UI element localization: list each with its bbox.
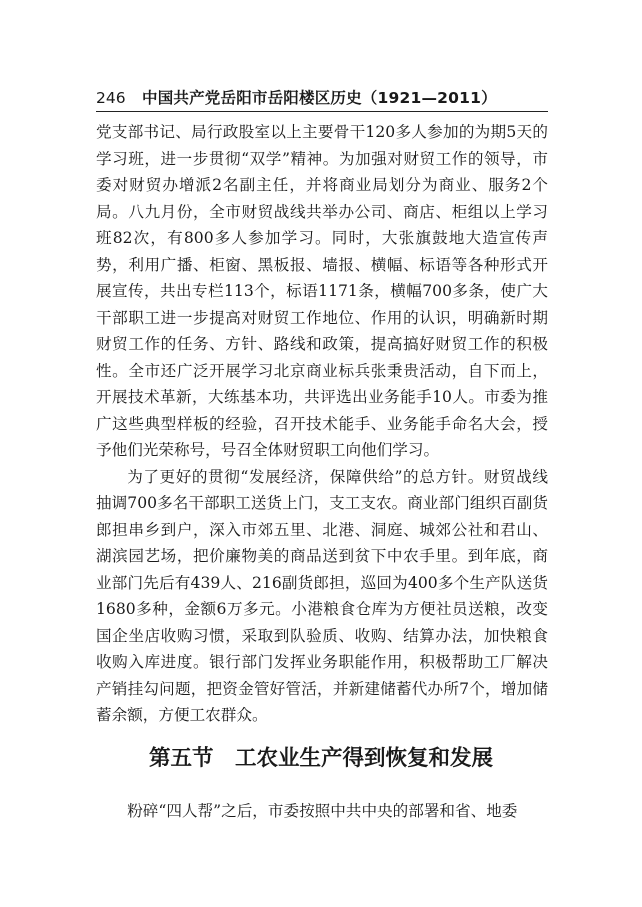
section-heading: 第五节 工农业生产得到恢复和发展 — [148, 746, 493, 771]
paragraph: 为了更好的贯彻“发展经济，保障供给”的总方针。财贸战线抽调700多名干部职工送货上门，支工支农。商业部门组织百副货郎担串乡到户，深入市郊五里、北港、洞庭、城郊公社和君山、湖滨园艺场，把价廉物美的商品送到贫下中农手里。到年底，商业部门先后有439人、216副货郎担，巡回为400多个生产队送货1680多种，金额6万多元。小港粮食仓库为方便社员送粮，改变国企坐店收购习惯，采取到队验质、收购、结算办法，加快粮食收购入库进度。银行部门发挥业务职能作用，积极帮助工厂解决产销挂勾问题，把资金管好管活，并新建储蓄代办所7个，增加储蓄余额，方便工农群众。 — [96, 467, 548, 724]
section-first-paragraph: 粉碎“四人帮”之后，市委按照中共中央的部署和省、地委 — [127, 802, 518, 820]
page-number: 246 — [96, 89, 126, 107]
header-rule — [96, 111, 548, 112]
body-text — [96, 119, 548, 729]
running-title: 中国共产党岳阳市岳阳楼区历史（1921—2011） — [142, 89, 497, 107]
running-header — [96, 86, 548, 110]
paragraph-continued: 党支部书记、局行政股室以上主要骨干120多人参加的为期5天的学习班，进一步贯彻“双学”精神。为加强对财贸工作的领导，市委对财贸办增派2名副主任，并将商业局划分为商业、服务2个局。八九月份，全市财贸战线共举办公司、商店、柜组以上学习班82次，有800多人参加学习。同时，大张旗鼓地大造宣传声势，利用广播、柜窗、黑板报、墙报、横幅、标语等各种形式开展宣传，共出专栏113个，标语1171条，横幅700多条，使广大干部职工进一步提高对财贸工作地位、作用的认识，明确新时期财贸工作的任务、方针、路线和政策，提高搞好财贸工作的积极性。全市还广泛开展学习北京商业标兵张秉贵活动，自下而上，开展技术革新，大练基本功，共评选出业务能手10人。市委为推广这些典型样板的经验，召开技术能手、业务能手命名大会，授予他们光荣称号，号召全体财贸职工向他们学习。 — [96, 123, 548, 459]
